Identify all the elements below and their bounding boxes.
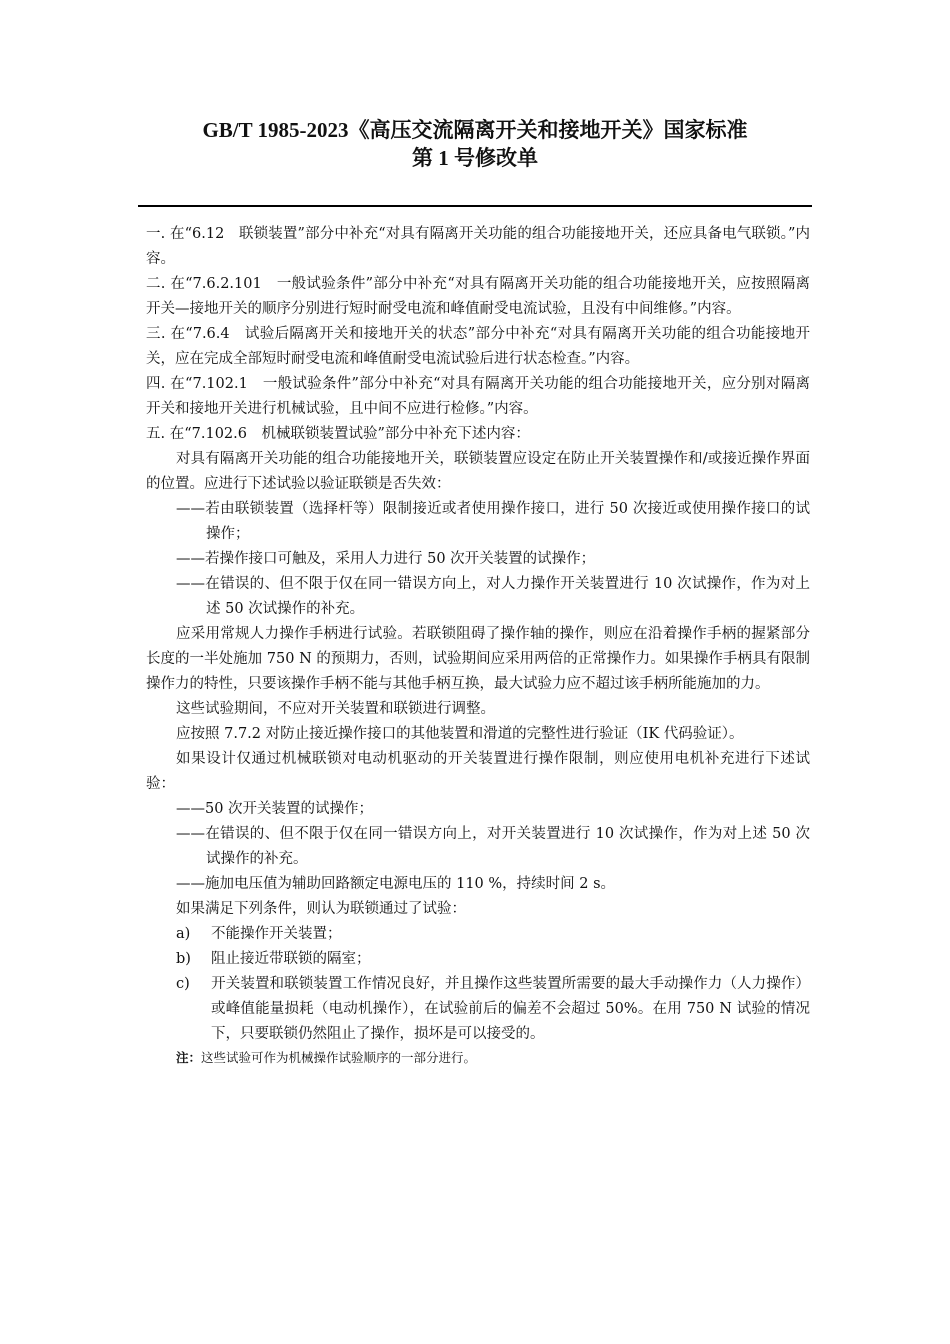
paragraph: 应按照 7.7.2 对防止接近操作接口的其他装置和滑道的完整性进行验证（IK 代码验证）。 (176, 726, 744, 742)
list-item (146, 972, 810, 1047)
amendment-item-5: 五. 在“7.102.6 机械联锁装置试验”部分中补充下述内容： (146, 426, 530, 442)
dash-item: ——若操作接口可触及，采用人力进行 50 次开关装置的试操作； (176, 551, 596, 567)
dash-item: ——50 次开关装置的试操作； (176, 801, 374, 817)
note-label: 注： (176, 1050, 202, 1065)
list-text: 不能操作开关装置； (211, 926, 342, 942)
amendment-item-3: 三. 在“7.6.4 试验后隔离开关和接地开关的状态”部分中补充“对具有隔离开关功能的组合功能接地开关，应在完成全部短时耐受电流和峰值耐受电流试验后进行状态检查。”内容。 (146, 326, 810, 367)
document-subtitle: 第 1 号修改单 (412, 146, 538, 170)
document-title: GB/T 1985-2023《高压交流隔离开关和接地开关》国家标准 (202, 118, 748, 142)
list-text: 开关装置和联锁装置工作情况良好，并且操作这些装置所需要的最大手动操作力（人力操作）或峰值能量损耗（电动机操作），在试验前后的偏差不会超过 50%。在用 750 N 试验的情况下，只要联锁仍然阻止了操作，损坏是可以接受的。 (211, 976, 810, 1042)
note (146, 1047, 810, 1069)
list-label: b) (176, 951, 191, 967)
list-label: a) (176, 926, 191, 942)
note-text: 这些试验可作为机械操作试验顺序的一部分进行。 (201, 1050, 477, 1065)
amendment-item-4: 四. 在“7.102.1 一般试验条件”部分中补充“对具有隔离开关功能的组合功能接地开关，应分别对隔离开关和接地开关进行机械试验，且中间不应进行检修。”内容。 (146, 376, 810, 417)
dash-item: ——施加电压值为辅助回路额定电源电压的 110 %，持续时间 2 s。 (176, 876, 616, 892)
paragraph: 如果设计仅通过机械联锁对电动机驱动的开关装置进行操作限制，则应使用电机补充进行下述试验： (146, 751, 810, 792)
dash-item: ——在错误的、但不限于仅在同一错误方向上，对人力操作开关装置进行 10 次试操作，作为对上述 50 次试操作的补充。 (176, 576, 810, 617)
paragraph: 对具有隔离开关功能的组合功能接地开关，联锁装置应设定在防止开关装置操作和/或接近操作界面的位置。应进行下述试验以验证联锁是否失效： (146, 451, 810, 492)
title-divider (138, 205, 812, 207)
paragraph: 这些试验期间，不应对开关装置和联锁进行调整。 (176, 701, 495, 717)
paragraph: 应采用常规人力操作手柄进行试验。若联锁阻碍了操作轴的操作，则应在沿着操作手柄的握紧部分长度的一半处施加 750 N 的预期力，否则，试验期间应采用两倍的正常操作力。如果操作手柄具有限制操作力的特性，只要该操作手柄不能与其他手柄互换，最大试验力应不超过该手柄所能施加的力。 (146, 626, 810, 692)
list-text: 阻止接近带联锁的隔室； (211, 951, 371, 967)
list-label: c) (176, 976, 190, 992)
dash-item: ——若由联锁装置（选择杆等）限制接近或者使用操作接口，进行 50 次接近或使用操作接口的试操作； (176, 501, 810, 542)
paragraph: 如果满足下列条件，则认为联锁通过了试验： (176, 901, 466, 917)
document-body (146, 222, 810, 1069)
dash-item: ——在错误的、但不限于仅在同一错误方向上，对开关装置进行 10 次试操作，作为对上述 50 次试操作的补充。 (176, 826, 810, 867)
amendment-item-1: 一. 在“6.12 联锁装置”部分中补充“对具有隔离开关功能的组合功能接地开关，还应具备电气联锁。”内容。 (146, 226, 810, 267)
list-item (146, 947, 810, 972)
amendment-item-2: 二. 在“7.6.2.101 一般试验条件”部分中补充“对具有隔离开关功能的组合功能接地开关，应按照隔离开关—接地开关的顺序分别进行短时耐受电流和峰值耐受电流试验，且没有中间维修。”内容。 (146, 276, 810, 317)
list-item (146, 922, 810, 947)
